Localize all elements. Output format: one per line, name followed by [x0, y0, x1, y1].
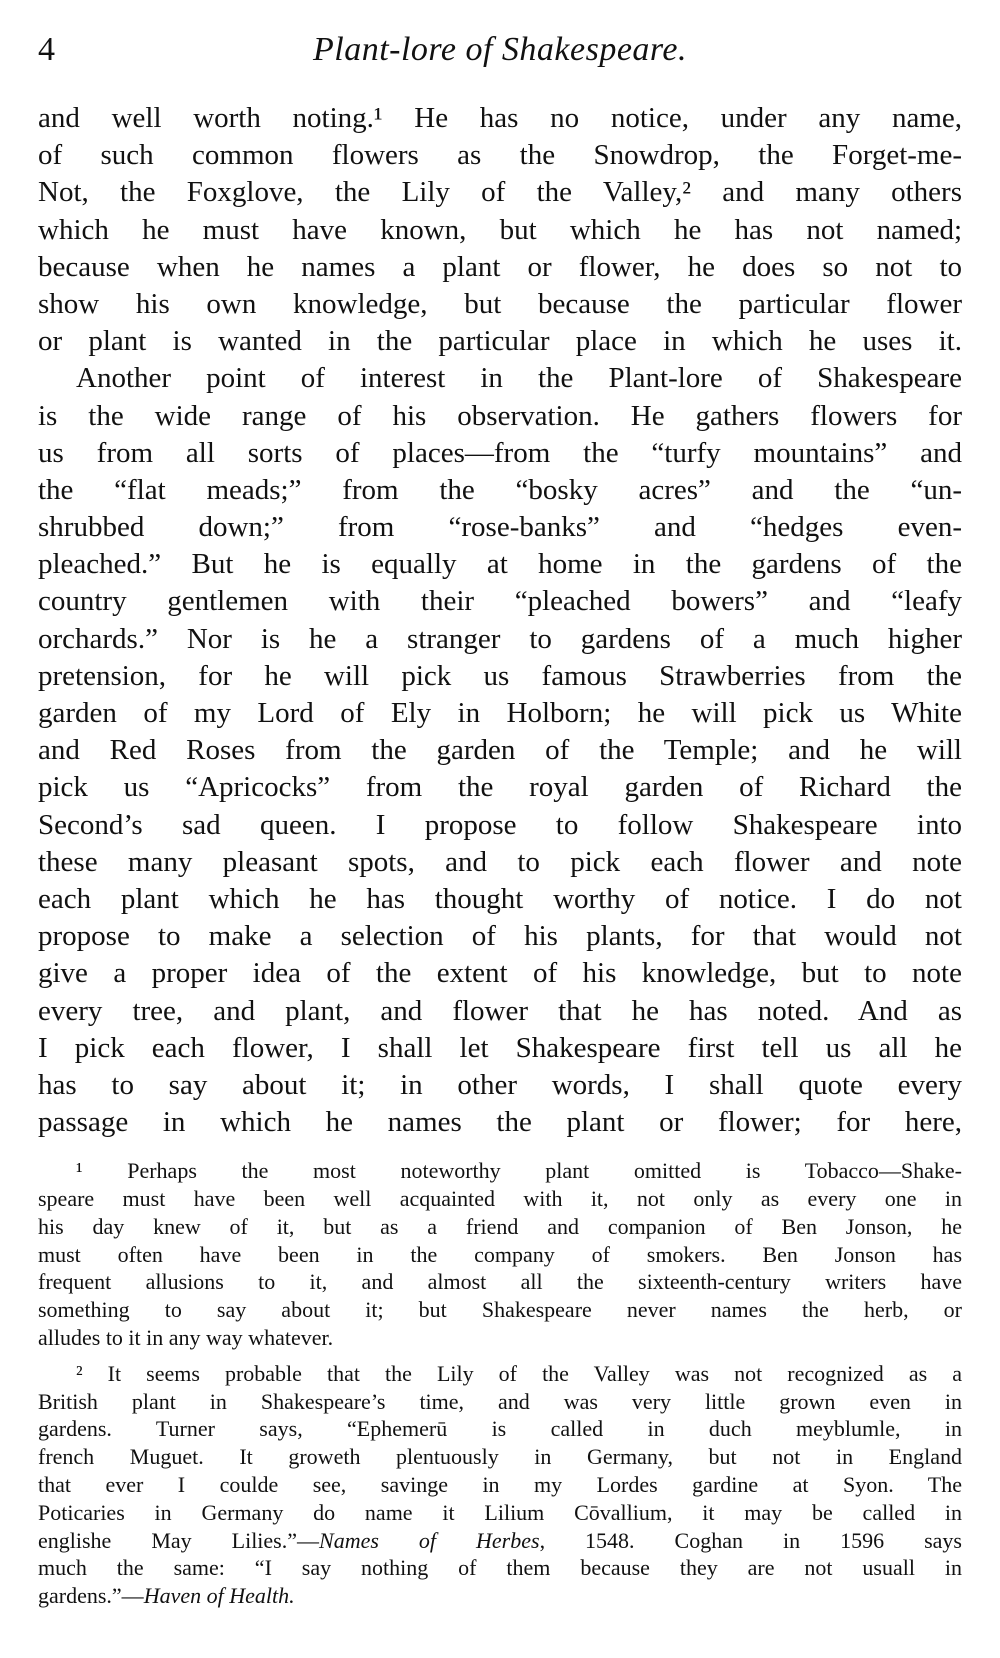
body-line: garden of my Lord of Ely in Holborn; he will pick us White — [38, 697, 962, 729]
footnote-line: British plant in Shakespeare’s time, and was very little grown even in — [38, 1388, 962, 1414]
body-line: is the wide range of his observation. He gathers flowers for — [38, 399, 962, 432]
running-title: Plant-lore of Shakespeare. — [312, 31, 687, 68]
body-line: show his own knowledge, but because the particular flower — [38, 287, 962, 320]
citation-title: Names of Herbes — [319, 1527, 540, 1553]
body-line: Another point of interest in the Plant-lore of Shakespeare — [76, 362, 962, 395]
footnote-line: french Muguet. It groweth plentuously in Germany, but not in England — [38, 1444, 962, 1470]
body-line: Second’s sad queen. I propose to follow Shakespeare into — [38, 808, 962, 841]
page-number: 4 — [38, 31, 55, 68]
body-line: or plant is wanted in the particular place in which he uses it. — [38, 325, 962, 358]
footnote-line: must often have been in the company of smokers. Ben Jonson has — [38, 1241, 962, 1267]
body-line: these many pleasant spots, and to pick each flower and note — [38, 845, 962, 878]
footnote-line: much the same: “I say nothing of them because they are not usuall in — [38, 1555, 962, 1581]
citation-title: Haven of Health. — [143, 1583, 295, 1609]
body-line: and Red Roses from the garden of the Temple; and he will — [38, 734, 962, 767]
footnote-line: ² It seems probable that the Lily of the Valley was not recognized as a — [76, 1360, 962, 1386]
body-text — [38, 100, 962, 1141]
footnote-line: ¹ Perhaps the most noteworthy plant omitted is Tobacco—Shake- — [76, 1158, 962, 1184]
body-line: pleached.” But he is equally at home in the gardens of the — [38, 548, 962, 581]
body-line: pretension, for he will pick us famous Strawberries from the — [38, 659, 962, 692]
footnote-1 — [38, 1157, 962, 1352]
footnote-line: Poticaries in Germany do name it Lilium Cōvallium, it may be called in — [38, 1499, 962, 1525]
body-line: shrubbed down;” from “rose-banks” and “hedges even- — [38, 511, 962, 544]
footnote-text: englishe May Lilies.”— — [38, 1527, 320, 1553]
footnote-gap — [38, 1352, 962, 1360]
body-line: and well worth noting.¹ He has no notice, under any name, — [38, 102, 962, 134]
footnote-line: his day knew of it, but as a friend and companion of Ben Jonson, he — [38, 1213, 962, 1239]
body-line: pick us “Apricocks” from the royal garden of Richard the — [38, 771, 962, 804]
body-line: I pick each flower, I shall let Shakespeare first tell us all he — [38, 1031, 962, 1064]
body-line: each plant which he has thought worthy of notice. I do not — [38, 882, 962, 915]
body-line: country gentlemen with their “pleached bowers” and “leafy — [38, 585, 962, 618]
body-line: because when he names a plant or flower, he does so not to — [38, 250, 962, 283]
footnote-line: speare must have been well acquainted with it, not only as every one in — [38, 1186, 962, 1212]
footnote-text: , 1548. Coghan in 1596 says — [539, 1527, 962, 1553]
body-line: give a proper idea of the extent of his knowledge, but to note — [38, 957, 962, 990]
body-line: which he must have known, but which he has not named; — [38, 213, 962, 246]
footnote-line — [38, 1527, 962, 1555]
book-page — [38, 28, 962, 1638]
body-line: of such common flowers as the Snowdrop, the Forget-me- — [38, 139, 962, 172]
footnote-text: gardens.”— — [38, 1583, 144, 1609]
body-line: orchards.” Nor is he a stranger to gardens of a much higher — [38, 622, 962, 655]
footnote-line: gardens. Turner says, “Ephemerū is called in duch meyblumle, in — [38, 1416, 962, 1442]
body-line: Not, the Foxglove, the Lily of the Valley,² and many others — [38, 176, 962, 209]
footnote-line — [38, 1582, 962, 1610]
body-line: the “flat meads;” from the “bosky acres” and the “un- — [38, 473, 962, 506]
body-line: passage in which he names the plant or flower; for here, — [38, 1106, 962, 1139]
footnote-line: frequent allusions to it, and almost all the sixteenth-century writers have — [38, 1269, 962, 1295]
footnote-line: something to say about it; but Shakespeare never names the herb, or — [38, 1297, 962, 1323]
running-head — [38, 28, 962, 100]
footnote-2 — [38, 1360, 962, 1610]
body-line: every tree, and plant, and flower that he has noted. And as — [38, 994, 962, 1027]
body-line: propose to make a selection of his plants, for that would not — [38, 920, 962, 953]
body-line: has to say about it; in other words, I shall quote every — [38, 1068, 962, 1101]
footnotes — [38, 1157, 962, 1610]
footnote-line: alludes to it in any way whatever. — [38, 1325, 334, 1351]
body-line: us from all sorts of places—from the “turfy mountains” and — [38, 436, 962, 469]
footnote-line: that ever I coulde see, savinge in my Lordes gardine at Syon. The — [38, 1472, 962, 1498]
